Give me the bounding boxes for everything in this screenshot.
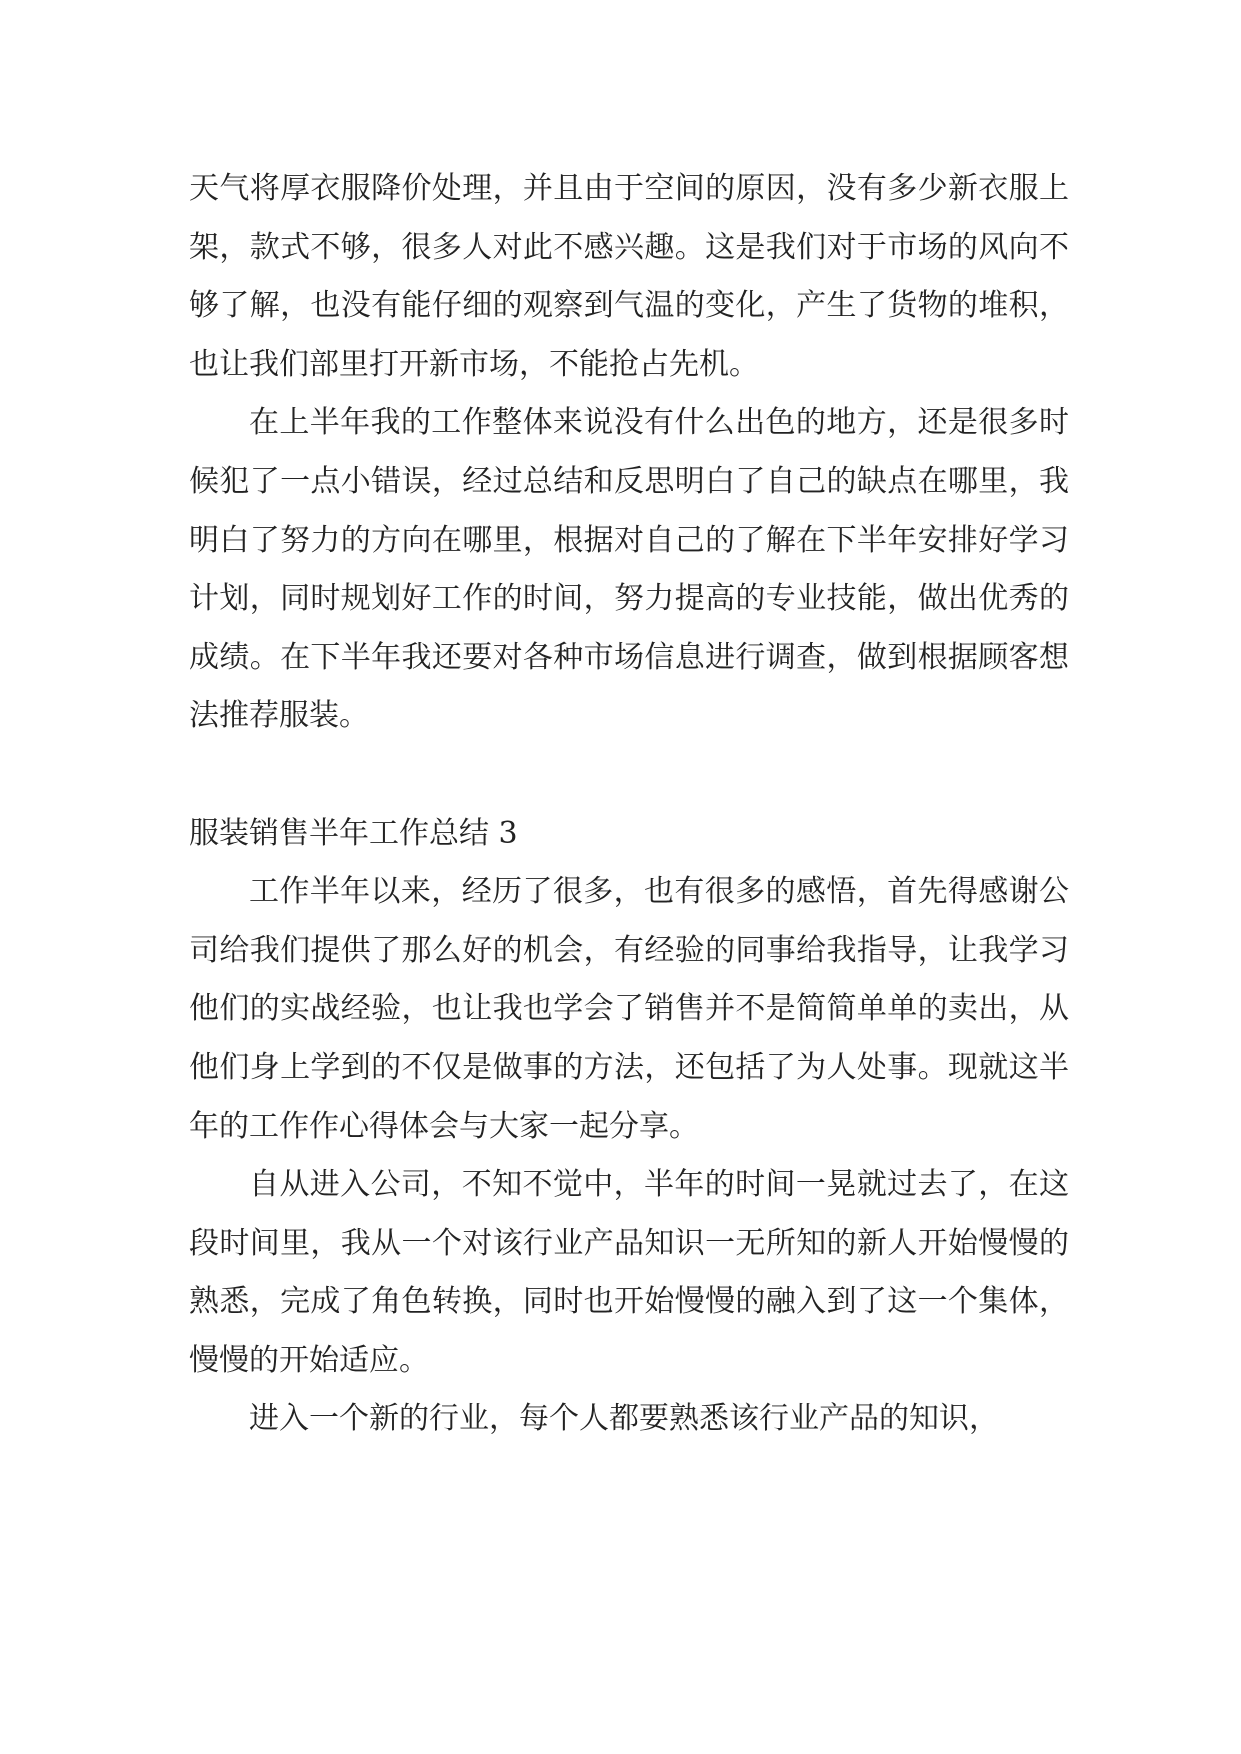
paragraph-new-industry: 进入一个新的行业，每个人都要熟悉该行业产品的知识， (249, 1401, 999, 1437)
document-body (189, 160, 1069, 1449)
paragraph-first-half-summary: 在上半年我的工作整体来说没有什么出色的地方，还是很多时候犯了一点小错误，经过总结和反思明白了自己的缺点在哪里，我明白了努力的方向在哪里，根据对自己的了解在下半年安排好学习计划，同时规划好工作的时间，努力提高的专业技能，做出优秀的成绩。在下半年我还要对各种市场信息进行调查，做到根据顾客想法推荐服装。 (189, 405, 1069, 734)
paragraph-joining-company: 自从进入公司，不知不觉中，半年的时间一晃就过去了，在这段时间里，我从一个对该行业产品知识一无所知的新人开始慢慢的熟悉，完成了角色转换，同时也开始慢慢的融入到了这一个集体，慢慢的开始适应。 (189, 1167, 1069, 1378)
paragraph-continuation: 天气将厚衣服降价处理，并且由于空间的原因，没有多少新衣服上架，款式不够，很多人对此不感兴趣。这是我们对于市场的风向不够了解，也没有能仔细的观察到气温的变化，产生了货物的堆积，也让我们部里打开新市场，不能抢占先机。 (189, 171, 1069, 382)
section-heading: 服装销售半年工作总结 3 (189, 815, 518, 851)
paragraph-section-intro: 工作半年以来，经历了很多，也有很多的感悟，首先得感谢公司给我们提供了那么好的机会，有经验的同事给我指导，让我学习他们的实战经验，也让我也学会了销售并不是简简单单的卖出，从他们身上学到的不仅是做事的方法，还包括了为人处事。现就这半年的工作作心得体会与大家一起分享。 (189, 874, 1069, 1144)
